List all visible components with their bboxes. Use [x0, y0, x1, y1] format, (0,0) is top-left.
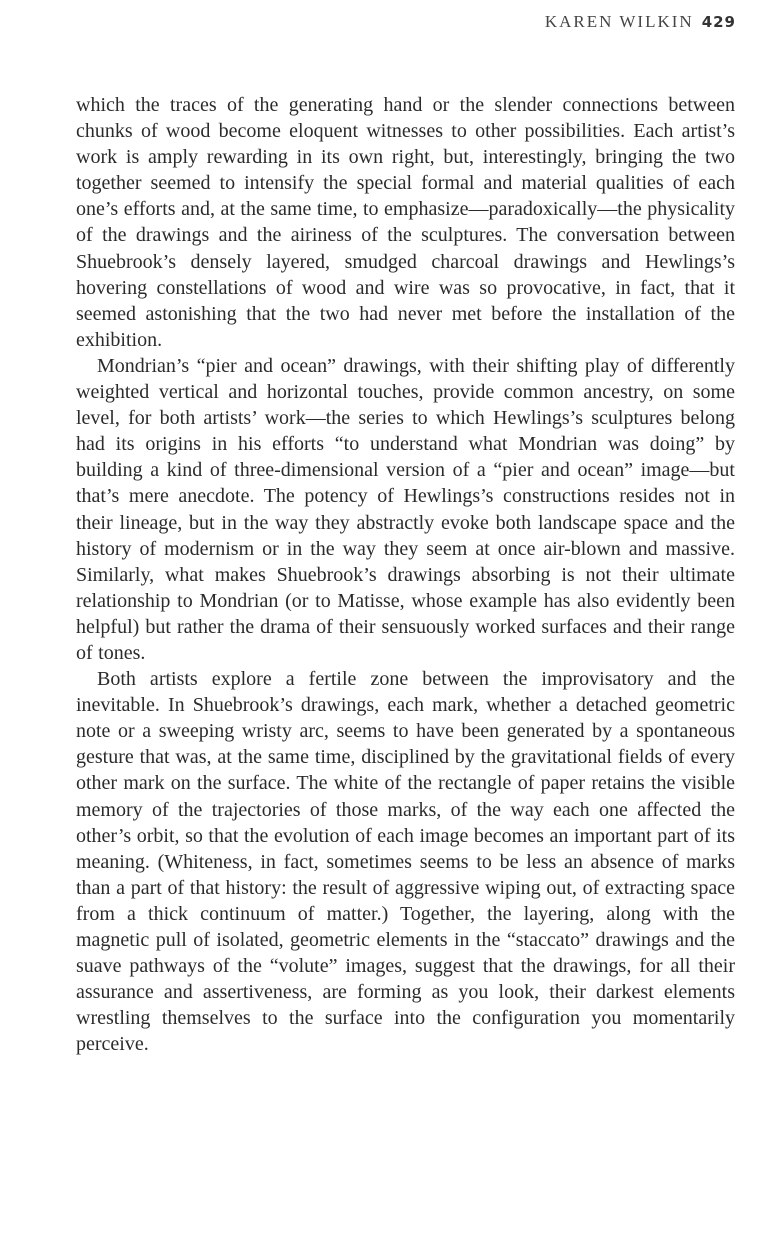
paragraph-improvisatory: Both artists explore a fertile zone between the improvisatory and the inevitable. In Shuebrook’s drawings, each mark, whether a detached geometric note or a sweeping wristy arc, seems to have been generated by a spontaneous gesture that was, at the same time, disciplined by the gravitational fields of every other mark on the surface. The white of the rectangle of paper retains the visible memory of the trajectories of those marks, of the way each one affected the other’s orbit, so that the evolution of each image becomes an important part of its meaning. (Whiteness, in fact, sometimes seems to be less an absence of marks than a part of that history: the result of aggressive wiping out, of extracting space from a thick continuum of matter.) Together, the layering, along with the magnetic pull of isolated, geometric elements in the “staccato” drawings and the suave pathways of the “volute” images, suggest that the drawings, for all their assurance and assertiveness, are forming as you look, their darkest elements wrestling themselves to the surface into the configuration you momentarily perceive.: [76, 668, 735, 1056]
paragraph-mondrian: Mondrian’s “pier and ocean” drawings, with their shifting play of differently weighted vertical and horizontal touches, provide common ancestry, on some level, for both artists’ work—the series to which Hewlings’s sculptures belong had its origins in his efforts “to understand what Mondrian was doing” by building a kind of three-dimensional version of a “pier and ocean” image—but that’s mere anecdote. The potency of Hewlings’s constructions resides not in their lineage, but in the way they abstractly evoke both landscape space and the history of modernism or in the way they seem at once air-blown and massive. Similarly, what makes Shuebrook’s drawings absorbing is not their ultimate relationship to Mondrian (or to Matisse, whose example has also evidently been helpful) but rather the drama of their sensuously worked surfaces and their range of tones.: [76, 354, 735, 664]
running-head: [545, 12, 736, 32]
paragraph-continued: which the traces of the generating hand or the slender connections between chunks of wood become eloquent witnesses to other possibilities. Each artist’s work is amply rewarding in its own right, but, interestingly, bringing the two together seemed to intensify the special formal and material qualities of each one’s efforts and, at the same time, to emphasize—paradoxically—the physicality of the drawings and the airiness of the sculptures. The conversation between Shuebrook’s densely layered, smudged charcoal drawings and Hewlings’s hovering constellations of wood and wire was so provocative, in fact, that it seemed astonishing that the two had never met before the installation of the exhibition.: [76, 94, 735, 351]
body-text: [76, 92, 735, 1057]
page-number: 429: [701, 13, 736, 31]
running-head-author: KAREN WILKIN: [544, 12, 694, 31]
